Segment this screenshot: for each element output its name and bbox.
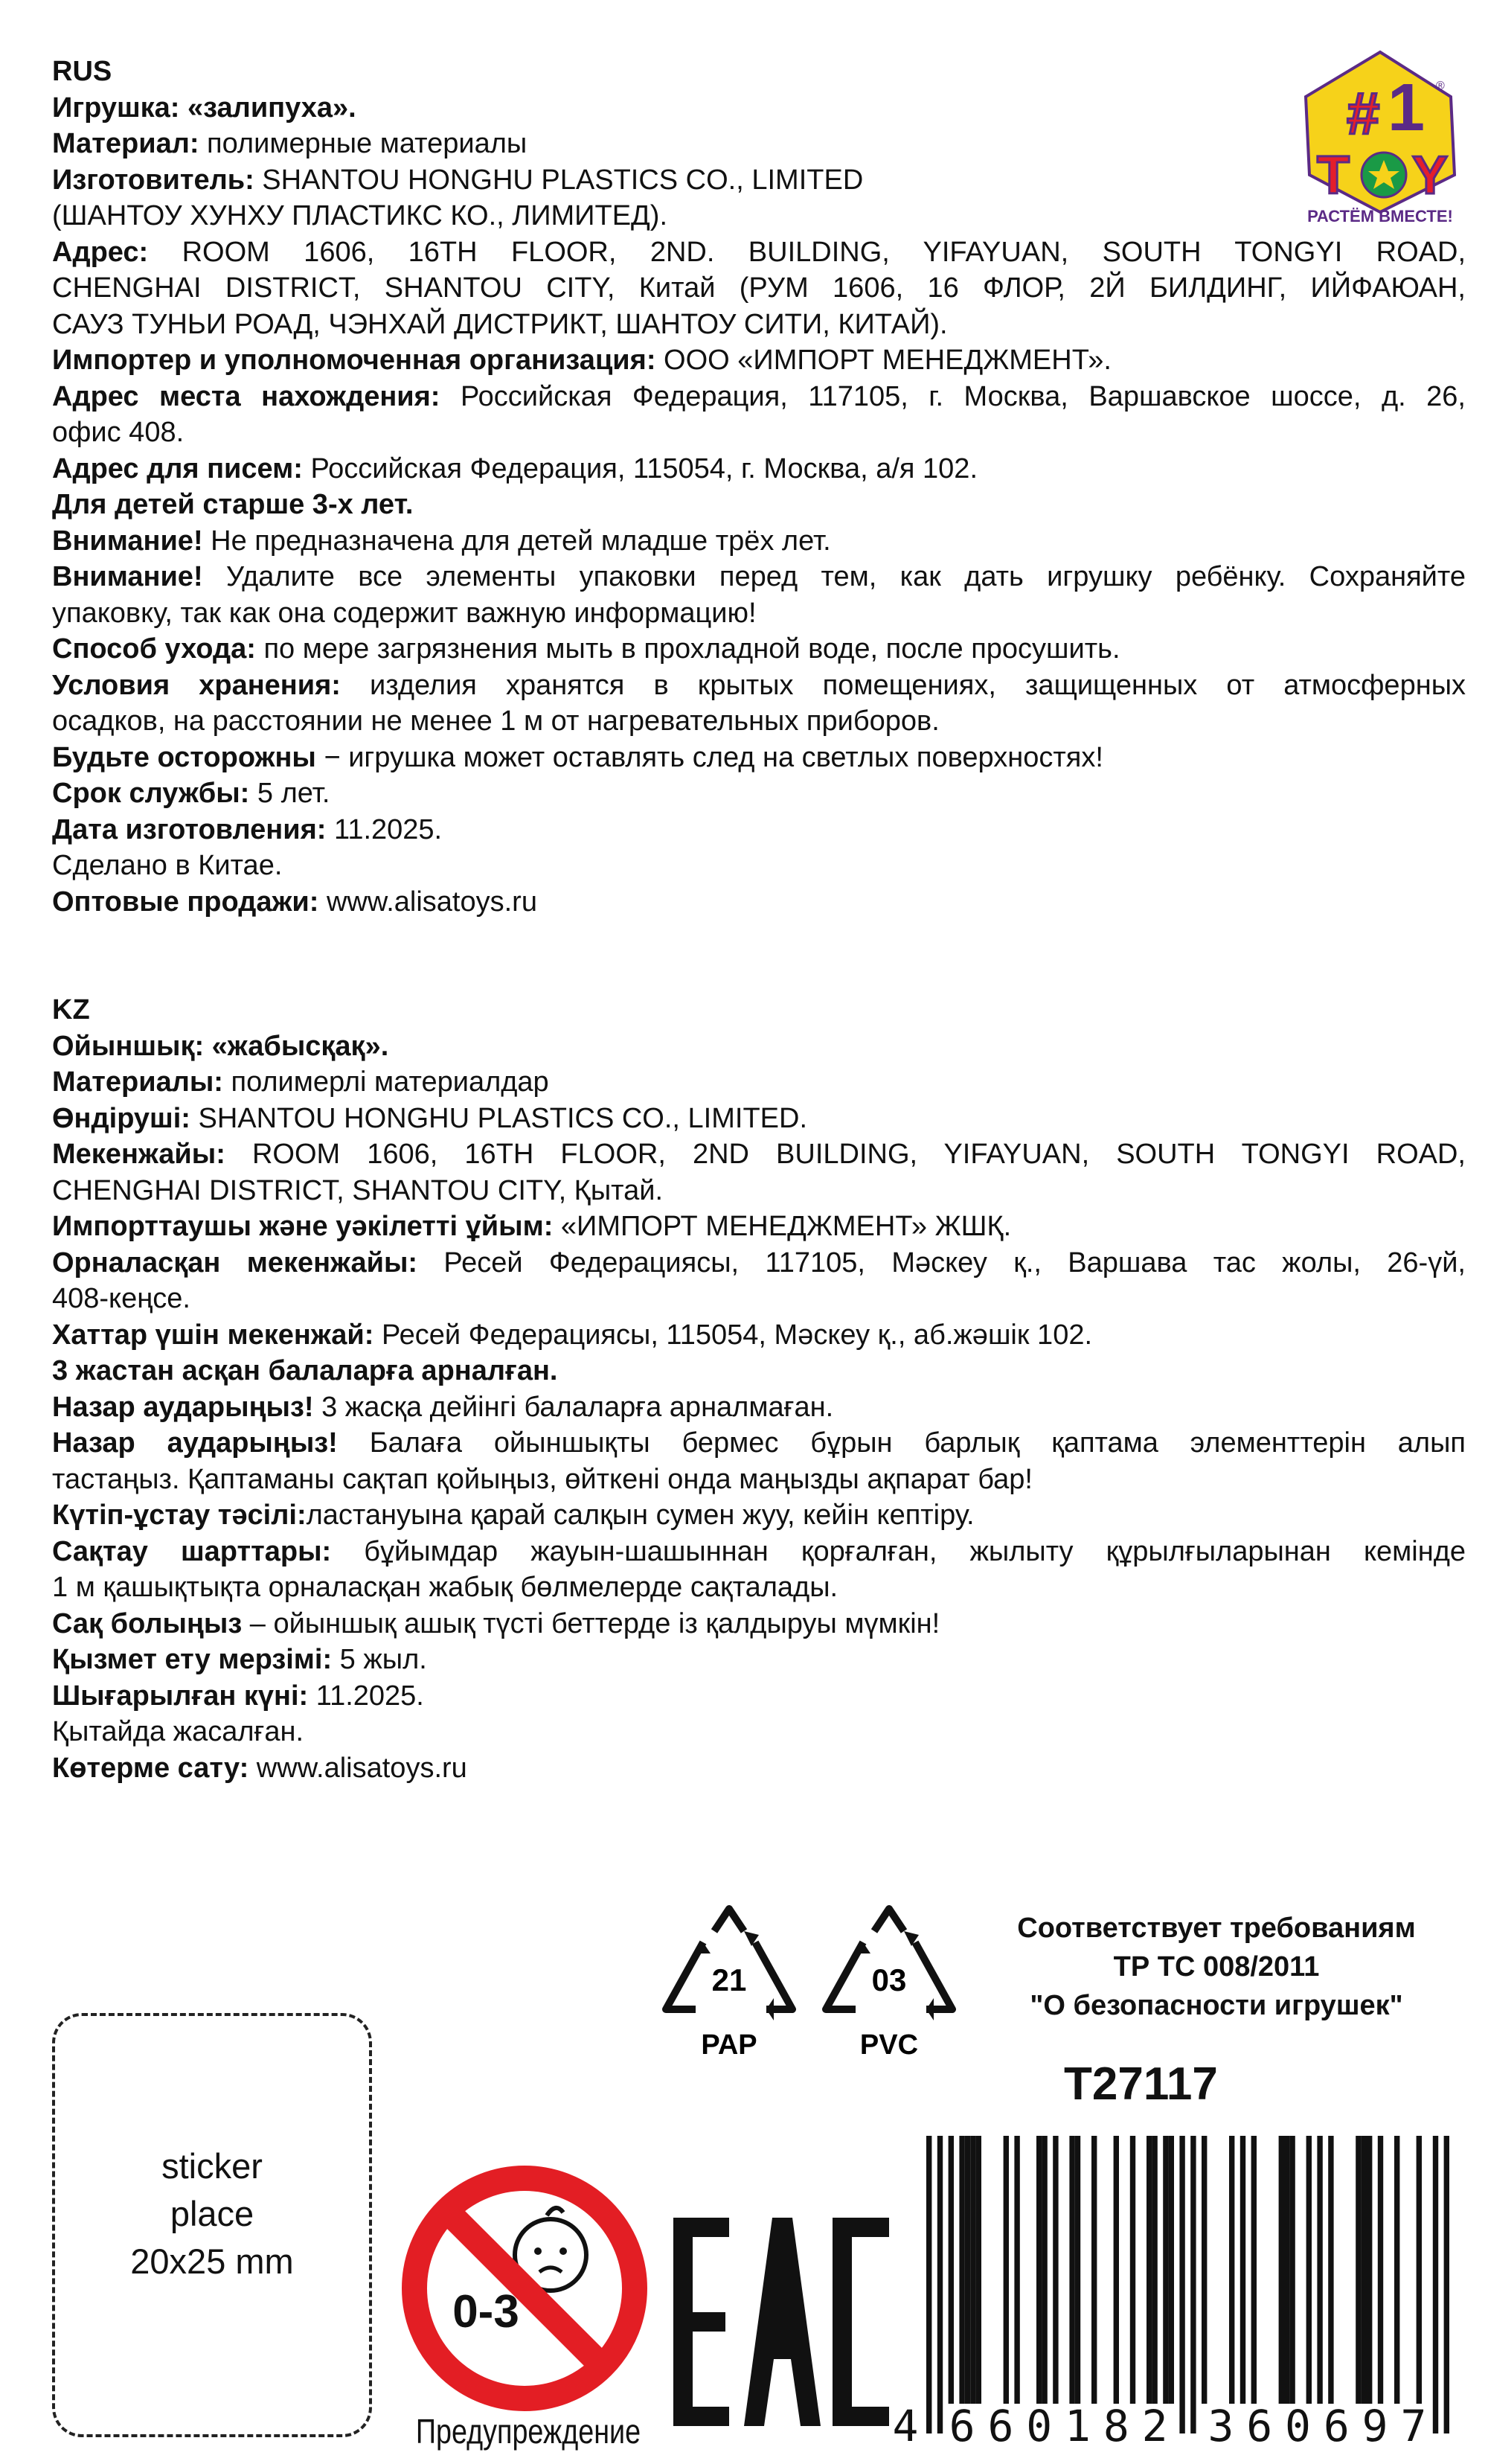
field-label: Игрушка: «залипуха». xyxy=(52,92,356,124)
field-value: SHANTOU HONGHU PLASTICS CO., LIMITED xyxy=(254,164,864,196)
field-value: 1 м қашықтықта орналасқан жабық бөлмелерде сақталады. xyxy=(52,1572,838,1603)
field-label: Өндіруші: xyxy=(52,1102,190,1134)
field-value: Удалите все элементы упаковки перед тем, как дать игрушку ребёнку. Сохраняйте xyxy=(202,561,1466,592)
kz-text-line xyxy=(52,1606,1466,1642)
field-label: Изготовитель: xyxy=(52,164,254,196)
barcode-bar xyxy=(965,2136,970,2404)
field-label: Қызмет ету мерзімі: xyxy=(52,1644,333,1675)
field-label: Материал: xyxy=(52,128,199,159)
field-label: Адрес: xyxy=(52,236,149,268)
field-value: упаковку, так как она содержит важную информацию! xyxy=(52,597,757,629)
field-value: тастаңыз. Қаптаманы сақтап қойыңыз, өйткені онда маңызды ақпарат бар! xyxy=(52,1463,1033,1495)
field-label: Мекенжайы: xyxy=(52,1139,225,1170)
field-value: CHENGHAI DISTRICT, SHANTOU CITY, Китай (РУМ 1606, 16 ФЛОР, 2Й БИЛДИНГ, ИЙФАЮАН, xyxy=(52,272,1466,304)
barcode-digit: 0 xyxy=(1285,2401,1311,2448)
field-value: 408-кеңсе. xyxy=(52,1283,190,1314)
barcode-bar xyxy=(1169,2136,1174,2404)
conformity-statement xyxy=(967,1909,1466,2025)
rus-text-line xyxy=(52,884,1466,921)
kz-text-line xyxy=(52,1750,1466,1787)
field-value: 11.2025. xyxy=(326,813,443,845)
barcode-bar xyxy=(1279,2136,1284,2404)
article-number: T27117 xyxy=(1064,2058,1218,2110)
field-value: 5 жыл. xyxy=(332,1644,427,1675)
conformity-line: Соответствует требованиям xyxy=(1017,1913,1416,1944)
kz-section xyxy=(52,992,1466,1786)
registered-mark: ® xyxy=(1436,80,1445,92)
field-value: Балаға ойыншықты бермес бұрын барлық қаптама элементтерін алып xyxy=(337,1427,1466,1459)
field-value: изделия хранятся в крытых помещениях, защищенных от атмосферных xyxy=(340,669,1466,701)
kz-text-line xyxy=(52,1209,1466,1245)
barcode-digit: 7 xyxy=(1400,2401,1427,2448)
rus-text-line xyxy=(52,703,1466,740)
barcode-bar xyxy=(1147,2136,1152,2404)
barcode-digit: 2 xyxy=(1141,2401,1168,2448)
barcode-digit: 9 xyxy=(1362,2401,1388,2448)
barcode-bar xyxy=(937,2136,943,2433)
field-label: Оптовые продажи: xyxy=(52,886,319,918)
field-value: «ИМПОРТ МЕНЕДЖМЕНТ» ЖШҚ. xyxy=(553,1211,1012,1242)
barcode-bar xyxy=(976,2136,981,2404)
rus-text-line xyxy=(52,559,1466,595)
barcode-bar xyxy=(949,2136,954,2404)
barcode-bar xyxy=(1014,2136,1019,2404)
kz-text-line xyxy=(52,1101,1466,1137)
kz-text-line xyxy=(52,1497,1466,1534)
rus-text-line xyxy=(52,848,1466,884)
recycle-label-pvc: PVC xyxy=(859,2029,919,2061)
kz-text-line xyxy=(52,1353,1466,1389)
barcode-bar xyxy=(1289,2136,1295,2404)
field-label: Для детей старше 3-х лет. xyxy=(52,489,414,520)
field-value: ROOM 1606, 16TH FLOOR, 2ND. BUILDING, YIFAYUAN, SOUTH TONGYI ROAD, xyxy=(148,236,1466,268)
recycle-label-pap: PAP xyxy=(701,2029,757,2061)
field-label: Внимание! xyxy=(52,525,203,557)
kz-text-line xyxy=(52,1028,1466,1065)
rus-text-line xyxy=(52,162,1466,199)
field-label: Адрес для писем: xyxy=(52,452,303,484)
svg-text:Y: Y xyxy=(1412,146,1449,205)
rus-section xyxy=(52,54,1466,920)
eac-mark xyxy=(673,2218,889,2426)
barcode-bar xyxy=(1394,2136,1399,2404)
field-label: Назар аударыңыз! xyxy=(52,1391,314,1423)
field-label: Көтерме сату: xyxy=(52,1752,249,1784)
kz-text-line xyxy=(52,1245,1466,1281)
logo-slogan: РАСТЁМ ВМЕСТЕ! xyxy=(1307,207,1453,223)
barcode-digit: 6 xyxy=(1323,2401,1350,2448)
barcode-digit: 6 xyxy=(987,2401,1014,2448)
barcode-bar xyxy=(1328,2136,1333,2404)
rus-text-line xyxy=(52,812,1466,848)
kz-text-line xyxy=(52,1425,1466,1462)
rus-text-line xyxy=(52,415,1466,451)
barcode-bar xyxy=(1075,2136,1080,2404)
barcode-bar xyxy=(1152,2136,1157,2404)
rus-text-line xyxy=(52,631,1466,668)
conformity-line: "О безопасности игрушек" xyxy=(1030,1990,1403,2021)
barcode-bar xyxy=(1130,2136,1135,2404)
barcode-bar xyxy=(959,2136,964,2404)
field-value: полимерные материалы xyxy=(199,128,527,159)
field-value: осадков, на расстоянии не менее 1 м от нагревательных приборов. xyxy=(52,705,940,737)
barcode-bar xyxy=(1229,2136,1234,2404)
barcode-bar xyxy=(1306,2136,1312,2404)
rus-text-line xyxy=(52,342,1466,379)
field-value: по мере загрязнения мыть в прохладной воде, после просушить. xyxy=(255,633,1120,665)
svg-text:T: T xyxy=(1317,146,1350,205)
barcode-digit: 0 xyxy=(1026,2401,1053,2448)
barcode-bar xyxy=(1069,2136,1074,2404)
field-value: Российская Федерация, 117105, г. Москва, Варшавское шоссе, д. 26, xyxy=(440,380,1466,412)
barcode-digit: 6 xyxy=(1246,2401,1273,2448)
kz-text-line xyxy=(52,1281,1466,1317)
rus-text-line xyxy=(52,487,1466,523)
barcode-bar xyxy=(1417,2136,1422,2404)
field-label: Күтіп-ұстау тәсілі: xyxy=(52,1500,307,1531)
barcode-digit: 8 xyxy=(1103,2401,1129,2448)
age-warning-icon xyxy=(398,2162,651,2415)
field-label: Ойыншық: «жабысқақ». xyxy=(52,1030,389,1062)
field-label: Способ ухода: xyxy=(52,633,256,665)
barcode xyxy=(889,2128,1466,2448)
field-label: Дата изготовления: xyxy=(52,813,327,845)
barcode-bar xyxy=(1444,2136,1449,2433)
barcode-bar xyxy=(1378,2136,1383,2404)
rus-text-line xyxy=(52,126,1466,162)
field-value: 3 жасқа дейінгі балаларға арналмаған. xyxy=(313,1391,834,1423)
rus-text-line xyxy=(52,595,1466,632)
field-value: офис 408. xyxy=(52,417,185,448)
kz-text-line xyxy=(52,1173,1466,1209)
field-value: полимерлі материалдар xyxy=(222,1066,549,1098)
rus-text-line xyxy=(52,270,1466,307)
barcode-digit: 3 xyxy=(1208,2401,1234,2448)
barcode-bar xyxy=(1042,2136,1047,2404)
kz-text-line xyxy=(52,1642,1466,1678)
age-range: 0-3 xyxy=(452,2286,519,2337)
field-value: ластануына қарай салқын сумен жуу, кейін кептіру. xyxy=(306,1500,975,1531)
rus-text-line xyxy=(52,451,1466,487)
field-value: − игрушка может оставлять след на светлых поверхностях! xyxy=(315,741,1103,773)
kz-language-code: KZ xyxy=(52,994,90,1025)
field-value: – ойыншық ашық түсті беттерде із қалдыруы мүмкін! xyxy=(242,1607,940,1639)
field-label: Импорттаушы және уәкілетті ұйым: xyxy=(52,1211,554,1242)
svg-text:1: 1 xyxy=(1388,71,1426,145)
kz-text-line xyxy=(52,1462,1466,1498)
rus-text-line xyxy=(52,90,1466,127)
brand-logo xyxy=(1295,45,1466,223)
rus-text-line xyxy=(52,379,1466,415)
barcode-bar xyxy=(1367,2136,1372,2404)
field-label: Срок службы: xyxy=(52,778,250,809)
field-label: Условия хранения: xyxy=(52,669,341,701)
barcode-bar xyxy=(1317,2136,1322,2404)
barcode-digit: 4 xyxy=(892,2401,919,2448)
field-value: 5 лет. xyxy=(249,778,330,809)
recycle-symbol-pap xyxy=(655,1901,804,2069)
barcode-bar xyxy=(1036,2136,1042,2404)
field-label: Назар аударыңыз! xyxy=(52,1427,338,1459)
barcode-bar xyxy=(1163,2136,1168,2404)
barcode-bar xyxy=(1053,2136,1058,2404)
barcode-bar xyxy=(1433,2136,1438,2433)
field-value: бұйымдар жауын-шашыннан қорғалған, жылыту құрылғыларынан кемінде xyxy=(331,1535,1466,1567)
rus-lines xyxy=(52,54,1466,920)
rus-text-line xyxy=(52,198,1466,234)
barcode-bar xyxy=(1362,2136,1367,2404)
kz-text-line xyxy=(52,1678,1466,1715)
barcode-bar xyxy=(926,2136,931,2433)
barcode-bar xyxy=(1251,2136,1257,2404)
barcode-digit: 1 xyxy=(1065,2401,1091,2448)
field-value: САУЗ ТУНЬИ РОАД, ЧЭНХАЙ ДИСТРИКТ, ШАНТОУ СИТИ, КИТАЙ). xyxy=(52,308,948,340)
barcode-bar xyxy=(1240,2136,1245,2404)
field-label: Импортер и уполномоченная организация: xyxy=(52,345,656,376)
kz-lines xyxy=(52,992,1466,1786)
sticker-text-line: sticker xyxy=(161,2146,263,2186)
field-label: Материалы: xyxy=(52,1066,223,1098)
field-value: (ШАНТОУ ХУНХУ ПЛАСТИКС КО., ЛИМИТЕД). xyxy=(52,200,668,231)
field-label: Адрес места нахождения: xyxy=(52,380,440,412)
barcode-bar xyxy=(1004,2136,1009,2404)
barcode-bar xyxy=(1114,2136,1119,2404)
kz-text-line xyxy=(52,1569,1466,1606)
warning-label: Предупреждение xyxy=(415,2412,641,2451)
field-value: ООО «ИМПОРТ МЕНЕДЖМЕНТ». xyxy=(655,345,1112,376)
field-value: Российская Федерация, 115054, г. Москва, а/я 102. xyxy=(302,452,978,484)
rus-text-line xyxy=(52,307,1466,343)
rus-text-line xyxy=(52,740,1466,776)
field-label: Внимание! xyxy=(52,561,203,592)
rus-text-line xyxy=(52,234,1466,271)
recycle-symbol-pvc xyxy=(815,1901,963,2069)
field-label: Хаттар үшін мекенжай: xyxy=(52,1319,374,1351)
kz-text-line xyxy=(52,1714,1466,1750)
field-value: ROOM 1606, 16TH FLOOR, 2ND BUILDING, YIFAYUAN, SOUTH TONGYI ROAD, xyxy=(225,1139,1466,1170)
kz-text-line xyxy=(52,1389,1466,1426)
rus-text-line xyxy=(52,668,1466,704)
field-label: Будьте осторожны xyxy=(52,741,316,773)
field-value: www.alisatoys.ru xyxy=(318,886,537,918)
barcode-bar xyxy=(1091,2136,1097,2404)
conformity-line: ТР ТС 008/2011 xyxy=(1113,1951,1320,1983)
field-value: www.alisatoys.ru xyxy=(248,1752,467,1784)
barcode-bar xyxy=(1356,2136,1361,2404)
kz-text-line xyxy=(52,1136,1466,1173)
kz-text-line xyxy=(52,1317,1466,1354)
field-label: Орналасқан мекенжайы: xyxy=(52,1247,418,1279)
barcode-digit: 6 xyxy=(949,2401,975,2448)
field-value: Не предназначена для детей младше трёх лет. xyxy=(202,525,831,557)
sticker-text-line: 20x25 mm xyxy=(130,2241,294,2281)
svg-text:#: # xyxy=(1347,80,1380,147)
kz-text-line xyxy=(52,1534,1466,1570)
sticker-placeholder xyxy=(52,2013,372,2437)
field-value: CHENGHAI DISTRICT, SHANTOU CITY, Қытай. xyxy=(52,1174,664,1206)
barcode-bar xyxy=(1190,2136,1196,2433)
rus-text-line xyxy=(52,523,1466,560)
field-value: 11.2025. xyxy=(308,1680,424,1712)
recycle-code-21: 21 xyxy=(711,1962,747,1997)
field-value: Ресей Федерациясы, 115054, Мәскеу қ., аб.жәшік 102. xyxy=(373,1319,1093,1351)
barcode-bar xyxy=(1284,2136,1289,2404)
barcode-bar xyxy=(1202,2136,1207,2404)
barcode-bar xyxy=(970,2136,975,2404)
recycle-code-03: 03 xyxy=(871,1962,907,1997)
barcode-bar xyxy=(1179,2136,1184,2433)
sticker-text-line: place xyxy=(170,2194,254,2233)
rus-language-code: RUS xyxy=(52,56,112,87)
field-label: Шығарылған күні: xyxy=(52,1680,309,1712)
field-value: Ресей Федерациясы, 117105, Мәскеу қ., Варшава тас жолы, 26-үй, xyxy=(417,1247,1466,1279)
rus-text-line xyxy=(52,775,1466,812)
field-label: 3 жастан асқан балаларға арналған. xyxy=(52,1355,558,1386)
field-value: Қытайда жасалған. xyxy=(52,1716,304,1747)
field-value: Сделано в Китае. xyxy=(52,850,283,881)
kz-text-line xyxy=(52,1064,1466,1101)
field-value: SHANTOU HONGHU PLASTICS CO., LIMITED. xyxy=(190,1102,808,1134)
field-label: Сақ болыңыз xyxy=(52,1607,243,1639)
field-label: Сақтау шарттары: xyxy=(52,1535,332,1567)
